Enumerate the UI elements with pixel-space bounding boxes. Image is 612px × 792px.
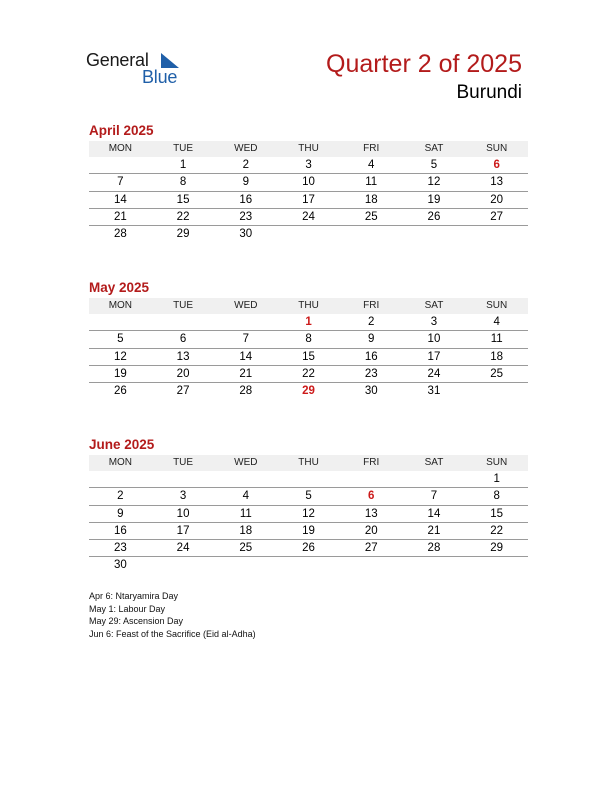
- day-cell: 20: [364, 524, 378, 537]
- day-cell: 6: [368, 490, 375, 503]
- day-cell: 30: [239, 228, 253, 241]
- weekday-label: SAT: [424, 457, 444, 468]
- day-cell: 28: [113, 228, 127, 241]
- month-april: [89, 122, 528, 243]
- day-cell: 26: [113, 385, 127, 398]
- day-cell: 14: [113, 193, 127, 206]
- day-cell: 25: [239, 542, 253, 555]
- day-cell: 9: [368, 333, 375, 346]
- weekday-label: FRI: [363, 300, 380, 311]
- day-cell: 29: [490, 542, 504, 555]
- day-cell: 5: [305, 490, 312, 503]
- day-cell: 13: [176, 350, 190, 363]
- day-cell: 5: [117, 333, 124, 346]
- weekday-label: THU: [298, 457, 319, 468]
- day-cell: 24: [427, 367, 441, 380]
- weekday-header: [89, 298, 528, 314]
- day-cell: 23: [364, 367, 378, 380]
- week-row: [89, 226, 528, 243]
- day-cell: 7: [430, 490, 438, 503]
- weekday-label: WED: [234, 143, 258, 154]
- day-cell: 27: [364, 542, 378, 555]
- day-cell: 11: [490, 333, 503, 346]
- day-cell: 30: [113, 559, 127, 572]
- month-grid: [89, 471, 528, 575]
- empty-cell: [403, 471, 466, 487]
- day-cell: 18: [239, 524, 253, 537]
- weekday-label: SUN: [486, 300, 508, 311]
- day-cell: 1: [179, 159, 187, 171]
- day-cell: 28: [239, 385, 253, 398]
- day-cell: 10: [427, 333, 441, 346]
- empty-cell: [152, 557, 215, 574]
- day-cell: 11: [365, 176, 378, 189]
- weekday-label: MON: [108, 457, 133, 468]
- day-cell: 17: [176, 524, 190, 537]
- day-cell: 22: [176, 210, 190, 223]
- day-cell: 26: [427, 210, 441, 223]
- day-cell: 12: [427, 176, 441, 189]
- empty-cell: [89, 157, 152, 173]
- week-row: [89, 174, 528, 191]
- day-cell: 14: [427, 507, 441, 520]
- weekday-label: THU: [298, 300, 319, 311]
- day-cell: 10: [302, 176, 315, 189]
- weekday-label: MON: [108, 300, 133, 311]
- weekday-label: TUE: [173, 457, 194, 468]
- day-cell: 13: [364, 507, 378, 520]
- month-grid: [89, 157, 528, 243]
- empty-cell: [214, 471, 277, 487]
- month-june: [89, 436, 528, 575]
- day-cell: 16: [113, 524, 127, 537]
- empty-cell: [277, 471, 340, 487]
- day-cell: 8: [493, 490, 500, 503]
- day-cell: 4: [242, 490, 249, 503]
- day-cell: 19: [427, 193, 441, 206]
- weekday-label: THU: [298, 143, 319, 154]
- day-cell: 24: [176, 542, 190, 555]
- holiday-note: May 1: Labour Day: [89, 603, 166, 614]
- holiday-note: Jun 6: Feast of the Sacrifice (Eid al-Adha): [89, 628, 256, 639]
- week-row: [89, 383, 528, 400]
- empty-cell: [340, 557, 403, 574]
- day-cell: 9: [242, 176, 249, 189]
- week-row: [89, 506, 528, 523]
- day-cell: 1: [305, 316, 312, 328]
- day-cell: 6: [493, 159, 500, 171]
- day-cell: 19: [302, 524, 315, 537]
- day-cell: 14: [239, 350, 253, 363]
- month-may: [89, 279, 528, 400]
- holiday-note: May 29: Ascension Day: [89, 616, 184, 626]
- day-cell: 4: [493, 316, 500, 328]
- empty-cell: [277, 557, 340, 574]
- logo-word-blue: Blue: [142, 67, 178, 87]
- week-row: [89, 331, 528, 348]
- day-cell: 20: [176, 367, 190, 380]
- month-grid: [89, 314, 528, 400]
- day-cell: 27: [176, 385, 190, 398]
- weekday-header: [89, 141, 528, 157]
- week-row: [89, 157, 528, 174]
- empty-cell: [89, 471, 152, 487]
- weekday-label: SUN: [486, 457, 508, 468]
- weekday-label: WED: [234, 457, 258, 468]
- weekday-header: [89, 455, 528, 471]
- day-cell: 10: [176, 507, 190, 520]
- empty-cell: [152, 471, 215, 487]
- day-cell: 25: [364, 210, 378, 223]
- day-cell: 2: [368, 316, 375, 328]
- empty-cell: [152, 314, 215, 330]
- day-cell: 6: [179, 333, 187, 346]
- day-cell: 29: [176, 228, 190, 241]
- page-title: Quarter 2 of 2025: [326, 50, 522, 78]
- week-row: [89, 557, 528, 574]
- day-cell: 21: [239, 367, 253, 380]
- empty-cell: [89, 314, 152, 330]
- day-cell: 1: [493, 473, 500, 485]
- day-cell: 16: [364, 350, 378, 363]
- day-cell: 20: [490, 193, 504, 206]
- day-cell: 12: [302, 507, 315, 520]
- empty-cell: [465, 557, 528, 574]
- day-cell: 3: [305, 159, 312, 171]
- empty-cell: [340, 471, 403, 487]
- weekday-label: MON: [108, 143, 133, 154]
- week-row: [89, 192, 528, 209]
- weekday-label: SAT: [424, 300, 444, 311]
- day-cell: 5: [430, 159, 438, 171]
- week-row: [89, 366, 528, 383]
- day-cell: 7: [117, 176, 124, 189]
- day-cell: 25: [490, 367, 504, 380]
- logo-word-general: General: [86, 50, 149, 70]
- day-cell: 3: [430, 316, 438, 328]
- empty-cell: [465, 226, 528, 243]
- empty-cell: [403, 226, 466, 243]
- weekday-label: SUN: [486, 143, 508, 154]
- weekday-label: FRI: [363, 143, 380, 154]
- day-cell: 31: [427, 385, 441, 398]
- week-row: [89, 209, 528, 226]
- day-cell: 18: [490, 350, 504, 363]
- month-title: June 2025: [89, 437, 155, 452]
- day-cell: 15: [490, 507, 504, 520]
- day-cell: 18: [364, 193, 378, 206]
- week-row: [89, 488, 528, 505]
- holiday-note: Apr 6: Ntaryamira Day: [89, 591, 179, 601]
- country-name: Burundi: [456, 82, 522, 103]
- holiday-notes: [89, 590, 256, 640]
- day-cell: 4: [368, 159, 375, 171]
- day-cell: 22: [490, 524, 504, 537]
- weekday-label: FRI: [363, 457, 380, 468]
- empty-cell: [403, 557, 466, 574]
- day-cell: 12: [113, 350, 127, 363]
- week-row: [89, 540, 528, 557]
- week-row: [89, 523, 528, 540]
- day-cell: 29: [302, 385, 315, 398]
- day-cell: 11: [239, 507, 252, 520]
- empty-cell: [465, 383, 528, 400]
- weekday-label: TUE: [173, 300, 194, 311]
- day-cell: 15: [176, 193, 190, 206]
- day-cell: 22: [302, 367, 315, 380]
- weekday-label: TUE: [173, 143, 194, 154]
- day-cell: 28: [427, 542, 441, 555]
- day-cell: 2: [242, 159, 249, 171]
- day-cell: 8: [179, 176, 187, 189]
- month-title: April 2025: [89, 123, 154, 138]
- day-cell: 3: [179, 490, 187, 503]
- day-cell: 9: [117, 507, 124, 520]
- day-cell: 21: [427, 524, 441, 537]
- day-cell: 19: [113, 367, 127, 380]
- day-cell: 17: [427, 350, 441, 363]
- day-cell: 7: [242, 333, 249, 346]
- day-cell: 27: [490, 210, 504, 223]
- day-cell: 17: [302, 193, 315, 206]
- weekday-label: WED: [234, 300, 258, 311]
- empty-cell: [214, 314, 277, 330]
- day-cell: 13: [490, 176, 504, 189]
- day-cell: 21: [113, 210, 127, 223]
- day-cell: 24: [302, 210, 315, 223]
- day-cell: 23: [239, 210, 253, 223]
- week-row: [89, 471, 528, 488]
- week-row: [89, 314, 528, 331]
- empty-cell: [214, 557, 277, 574]
- day-cell: 26: [302, 542, 315, 555]
- day-cell: 30: [364, 385, 378, 398]
- week-row: [89, 349, 528, 366]
- day-cell: 16: [239, 193, 253, 206]
- day-cell: 15: [302, 350, 315, 363]
- generalblue-logo: [86, 50, 196, 90]
- day-cell: 8: [305, 333, 312, 346]
- month-title: May 2025: [89, 280, 150, 295]
- day-cell: 23: [113, 542, 127, 555]
- weekday-label: SAT: [424, 143, 444, 154]
- empty-cell: [340, 226, 403, 243]
- empty-cell: [277, 226, 340, 243]
- day-cell: 2: [117, 490, 124, 503]
